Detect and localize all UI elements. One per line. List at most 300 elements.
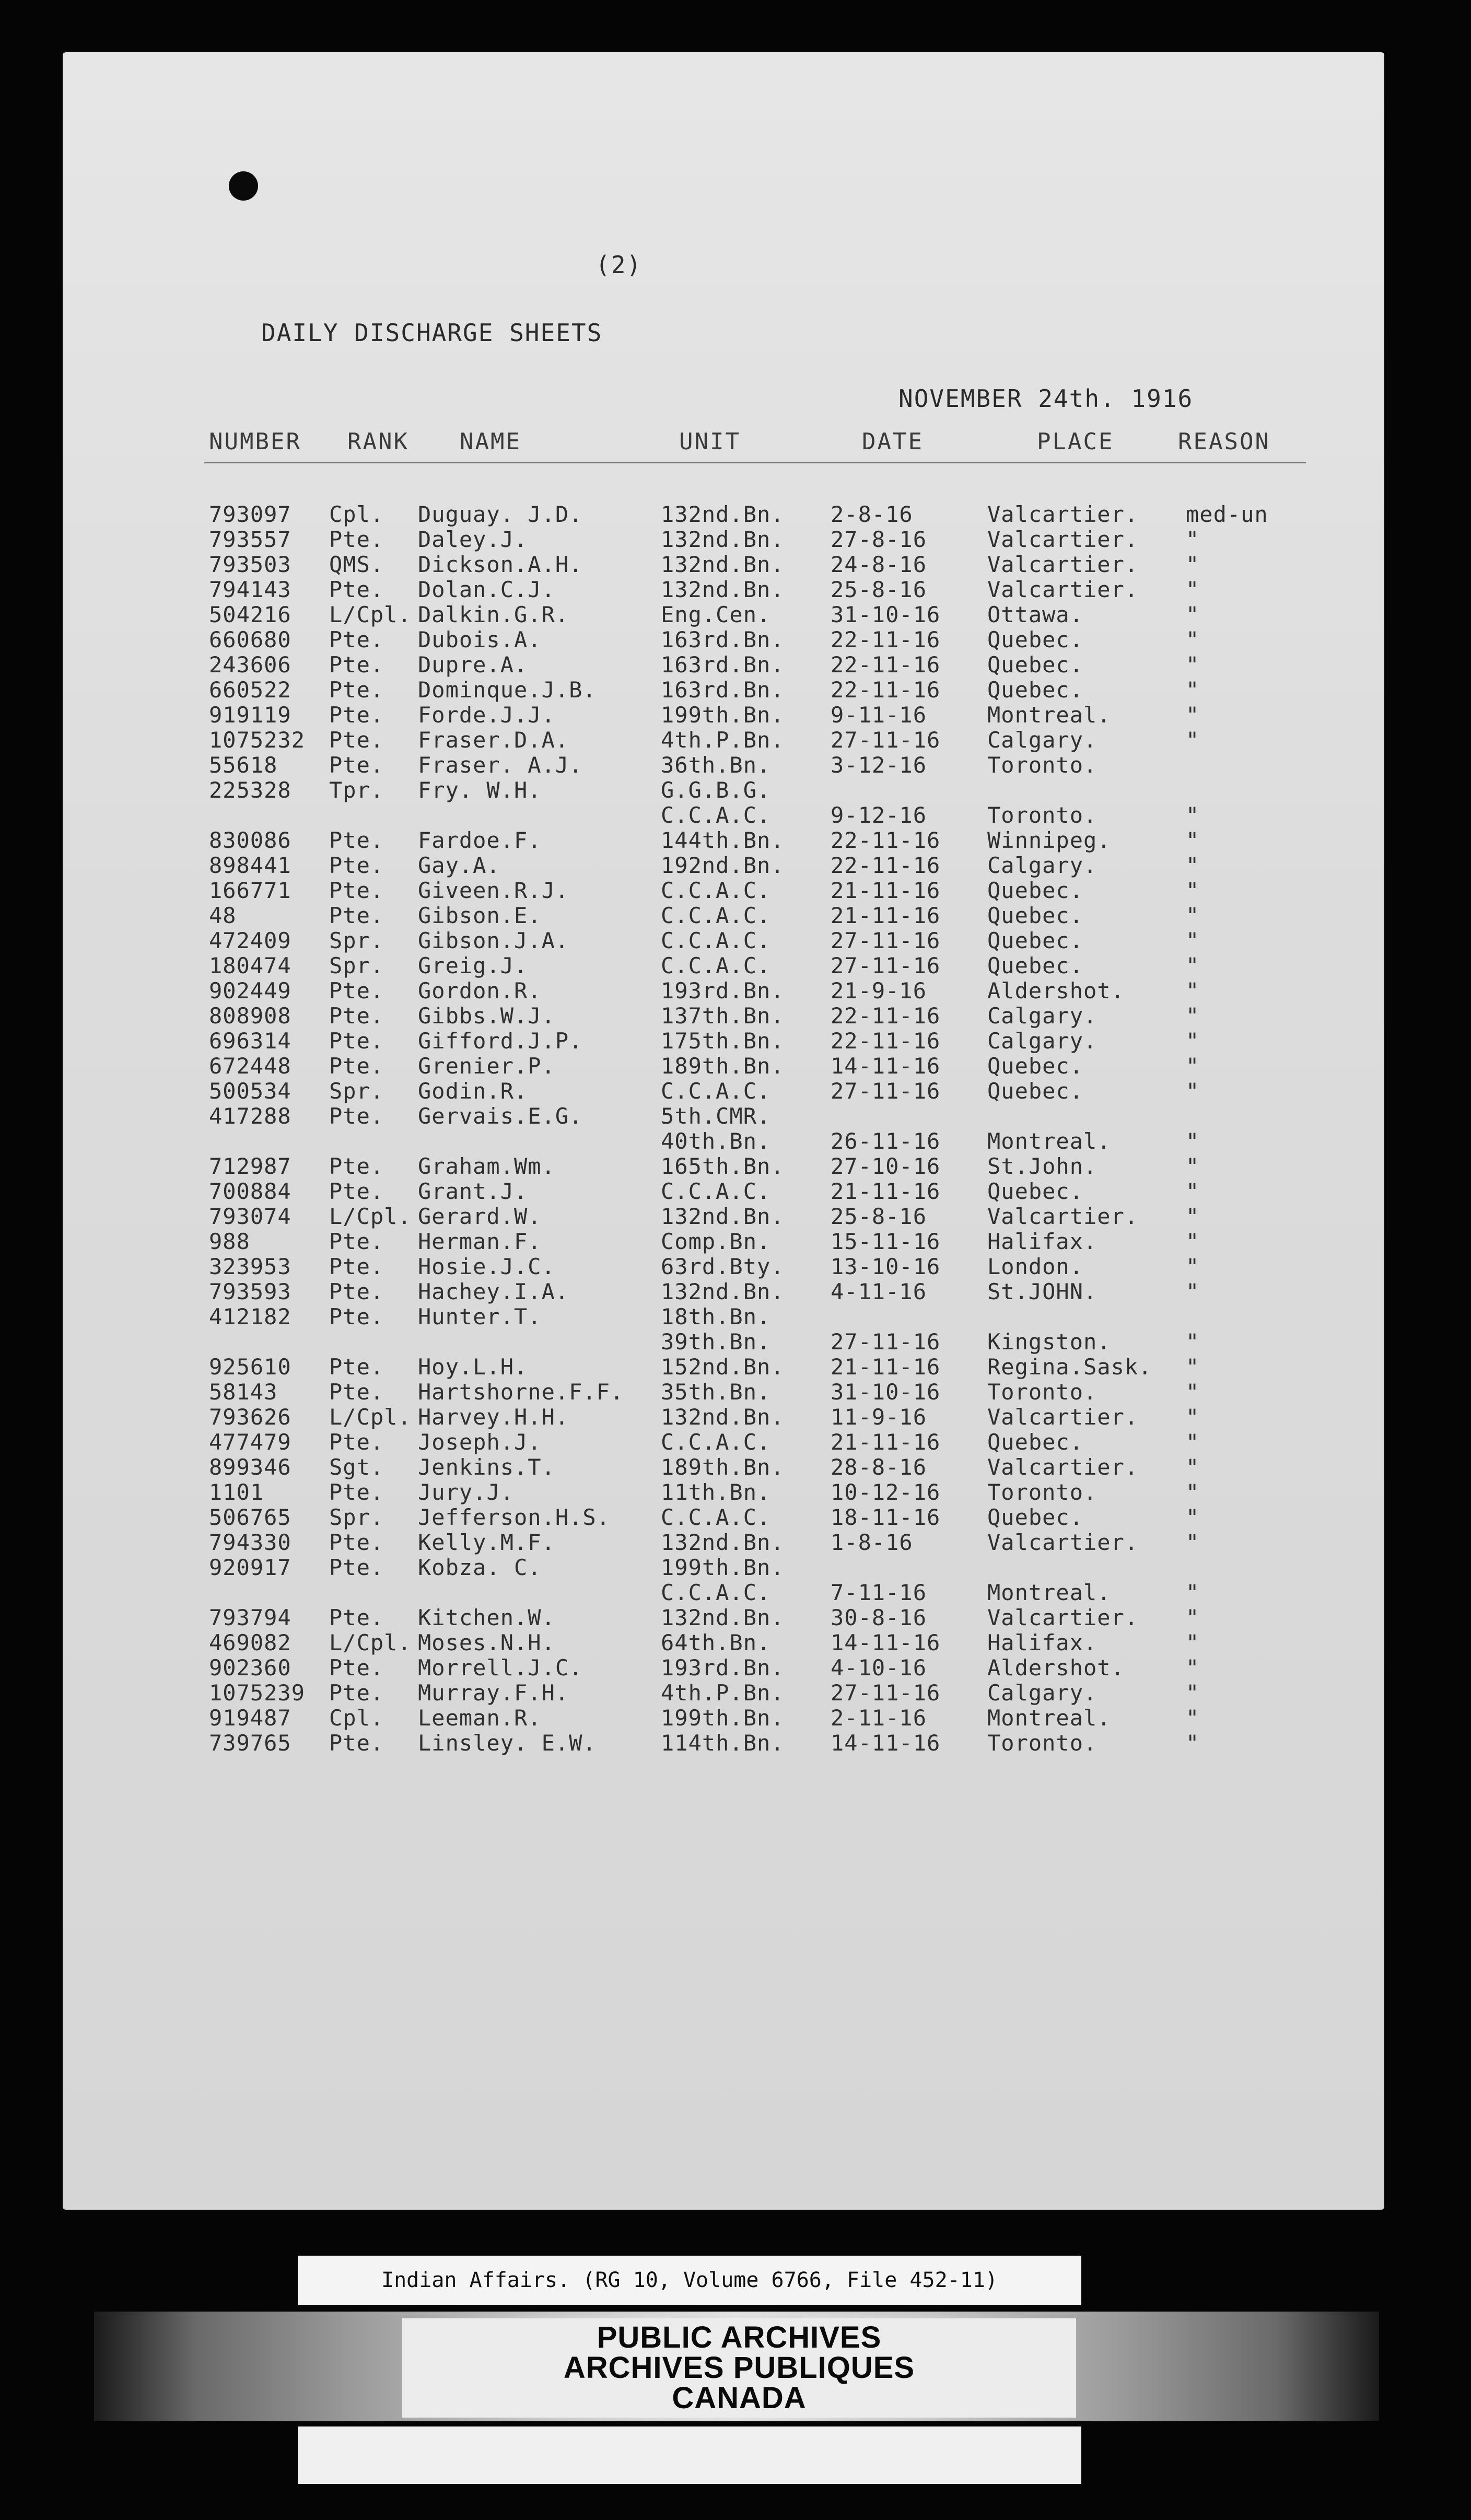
row-reason: " <box>1186 602 1200 627</box>
table-row <box>52 1530 1358 1556</box>
row-number: 808908 <box>209 1003 291 1029</box>
row-number: 660522 <box>209 677 291 703</box>
row-unit: 132nd.Bn. <box>661 1279 785 1304</box>
row-rank: L/Cpl. <box>329 602 412 627</box>
row-number: 472409 <box>209 928 291 953</box>
row-place: Montreal. <box>987 1580 1111 1605</box>
row-rank: Pte. <box>329 1254 384 1279</box>
row-number: 58143 <box>209 1379 278 1405</box>
row-place: Quebec. <box>987 953 1084 978</box>
row-date: 14-11-16 <box>831 1630 941 1655</box>
table-row <box>52 1730 1358 1756</box>
row-place: Winnipeg. <box>987 827 1111 853</box>
table-row <box>52 1479 1358 1506</box>
row-name: Greig.J. <box>418 953 528 978</box>
row-rank: QMS. <box>329 552 384 577</box>
row-unit: C.C.A.C. <box>661 1504 771 1530</box>
row-reason: " <box>1186 702 1200 728</box>
table-row <box>52 1705 1358 1731</box>
document-title: DAILY DISCHARGE SHEETS <box>261 319 603 347</box>
row-name: Harvey.H.H. <box>418 1404 569 1430</box>
row-unit: G.G.B.G. <box>661 777 771 803</box>
row-rank: Cpl. <box>329 1705 384 1731</box>
row-place: Valcartier. <box>987 1605 1139 1630</box>
row-number: 793074 <box>209 1204 291 1229</box>
row-unit: 165th.Bn. <box>661 1153 785 1179</box>
row-reason: " <box>1186 627 1200 652</box>
row-place: London. <box>987 1254 1084 1279</box>
row-place: Toronto. <box>987 1479 1098 1505</box>
column-header-rank: RANK <box>347 428 409 455</box>
row-number: 180474 <box>209 953 291 978</box>
row-reason: " <box>1186 1404 1200 1430</box>
row-number: 919487 <box>209 1705 291 1731</box>
row-reason: " <box>1186 1655 1200 1681</box>
column-header-reason: REASON <box>1178 428 1270 455</box>
row-rank: Spr. <box>329 1504 384 1530</box>
row-unit: C.C.A.C. <box>661 1429 771 1455</box>
row-date: 31-10-16 <box>831 1379 941 1405</box>
table-row <box>52 878 1358 904</box>
row-rank: Pte. <box>329 853 384 878</box>
row-date: 18-11-16 <box>831 1504 941 1530</box>
row-number: 48 <box>209 903 237 928</box>
table-row <box>52 1153 1358 1180</box>
table-row <box>52 802 1358 829</box>
table-row <box>52 1279 1358 1305</box>
row-date: 21-11-16 <box>831 903 941 928</box>
row-name: Kelly.M.F. <box>418 1530 555 1555</box>
table-row <box>52 1655 1358 1681</box>
row-unit: 4th.P.Bn. <box>661 1680 785 1706</box>
row-date: 27-11-16 <box>831 727 941 753</box>
table-row <box>52 827 1358 854</box>
table-row <box>52 1580 1358 1606</box>
row-reason: med-un <box>1186 501 1268 527</box>
row-number: 506765 <box>209 1504 291 1530</box>
row-name: Gibson.J.A. <box>418 928 569 953</box>
row-unit: Comp.Bn. <box>661 1229 771 1254</box>
row-reason: " <box>1186 1254 1200 1279</box>
row-reason: " <box>1186 1179 1200 1204</box>
row-name: Moses.N.H. <box>418 1630 555 1655</box>
table-row <box>52 1028 1358 1054</box>
row-rank: Pte. <box>329 1605 384 1630</box>
row-reason: " <box>1186 953 1200 978</box>
row-unit: 132nd.Bn. <box>661 552 785 577</box>
row-reason: " <box>1186 1504 1200 1530</box>
row-number: 988 <box>209 1229 250 1254</box>
row-reason: " <box>1186 1279 1200 1304</box>
row-place: Quebec. <box>987 1179 1084 1204</box>
row-reason: " <box>1186 978 1200 1004</box>
row-place: Valcartier. <box>987 1454 1139 1480</box>
row-unit: 11th.Bn. <box>661 1479 771 1505</box>
row-unit: C.C.A.C. <box>661 802 771 828</box>
row-number: 417288 <box>209 1103 291 1129</box>
row-unit: C.C.A.C. <box>661 878 771 903</box>
row-unit: 152nd.Bn. <box>661 1354 785 1380</box>
row-place: St.John. <box>987 1153 1098 1179</box>
row-date: 27-11-16 <box>831 1680 941 1706</box>
row-reason: " <box>1186 1605 1200 1630</box>
row-name: Graham.Wm. <box>418 1153 555 1179</box>
stamp-line-1: PUBLIC ARCHIVES <box>597 2320 882 2354</box>
row-rank: Pte. <box>329 1304 384 1329</box>
row-name: Gibson.E. <box>418 903 542 928</box>
row-reason: " <box>1186 903 1200 928</box>
row-rank: Pte. <box>329 903 384 928</box>
row-date: 22-11-16 <box>831 827 941 853</box>
row-reason: " <box>1186 527 1200 552</box>
row-rank: Pte. <box>329 1179 384 1204</box>
row-number: 739765 <box>209 1730 291 1756</box>
row-place: Montreal. <box>987 1705 1111 1731</box>
row-reason: " <box>1186 1730 1200 1756</box>
row-name: Kitchen.W. <box>418 1605 555 1630</box>
row-rank: Pte. <box>329 978 384 1004</box>
row-unit: 132nd.Bn. <box>661 577 785 602</box>
row-number: 696314 <box>209 1028 291 1054</box>
row-name: Grant.J. <box>418 1179 528 1204</box>
row-place: Quebec. <box>987 652 1084 678</box>
row-unit: 199th.Bn. <box>661 1555 785 1580</box>
table-row <box>52 953 1358 979</box>
row-place: Valcartier. <box>987 1404 1139 1430</box>
row-rank: Cpl. <box>329 501 384 527</box>
table-row <box>52 1429 1358 1455</box>
row-place: Valcartier. <box>987 552 1139 577</box>
row-rank: Tpr. <box>329 777 384 803</box>
row-name: Dominque.J.B. <box>418 677 597 703</box>
row-name: Giveen.R.J. <box>418 878 569 903</box>
row-reason: " <box>1186 1354 1200 1380</box>
row-unit: C.C.A.C. <box>661 953 771 978</box>
row-reason: " <box>1186 802 1200 828</box>
row-name: Gordon.R. <box>418 978 542 1004</box>
row-name: Fraser. A.J. <box>418 752 583 778</box>
row-name: Murray.F.H. <box>418 1680 569 1706</box>
row-date: 27-11-16 <box>831 953 941 978</box>
table-row <box>52 577 1358 603</box>
row-name: Dalkin.G.R. <box>418 602 569 627</box>
column-header-number: NUMBER <box>209 428 301 455</box>
row-rank: Pte. <box>329 1229 384 1254</box>
row-reason: " <box>1186 1680 1200 1706</box>
row-number: 225328 <box>209 777 291 803</box>
row-number: 793503 <box>209 552 291 577</box>
row-reason: " <box>1186 727 1200 753</box>
row-rank: Pte. <box>329 1003 384 1029</box>
row-date: 4-10-16 <box>831 1655 927 1681</box>
row-number: 700884 <box>209 1179 291 1204</box>
row-unit: 36th.Bn. <box>661 752 771 778</box>
table-row <box>52 1179 1358 1205</box>
row-name: Jenkins.T. <box>418 1454 555 1480</box>
row-name: Jury.J. <box>418 1479 515 1505</box>
row-unit: 132nd.Bn. <box>661 1530 785 1555</box>
row-reason: " <box>1186 1329 1200 1355</box>
row-date: 31-10-16 <box>831 602 941 627</box>
row-reason: " <box>1186 1128 1200 1154</box>
row-place: Kingston. <box>987 1329 1111 1355</box>
row-date: 21-9-16 <box>831 978 927 1004</box>
row-rank: L/Cpl. <box>329 1630 412 1655</box>
row-number: 712987 <box>209 1153 291 1179</box>
row-rank: Pte. <box>329 1429 384 1455</box>
row-unit: 40th.Bn. <box>661 1128 771 1154</box>
row-date: 21-11-16 <box>831 1179 941 1204</box>
row-rank: Pte. <box>329 1530 384 1555</box>
row-place: Toronto. <box>987 752 1098 778</box>
table-row <box>52 978 1358 1004</box>
row-date: 24-8-16 <box>831 552 927 577</box>
row-number: 793593 <box>209 1279 291 1304</box>
table-row <box>52 677 1358 703</box>
row-reason: " <box>1186 878 1200 903</box>
row-date: 1-8-16 <box>831 1530 913 1555</box>
row-place: Quebec. <box>987 928 1084 953</box>
table-row <box>52 1254 1358 1280</box>
row-name: Dupre.A. <box>418 652 528 678</box>
row-name: Gifford.J.P. <box>418 1028 583 1054</box>
row-place: Aldershot. <box>987 978 1125 1004</box>
row-unit: 144th.Bn. <box>661 827 785 853</box>
row-date: 7-11-16 <box>831 1580 927 1605</box>
row-place: Calgary. <box>987 1028 1098 1054</box>
row-date: 27-10-16 <box>831 1153 941 1179</box>
row-rank: Sgt. <box>329 1454 384 1480</box>
stamp-line-3: CANADA <box>672 2381 807 2415</box>
table-row <box>52 752 1358 778</box>
row-unit: 5th.CMR. <box>661 1103 771 1129</box>
row-date: 11-9-16 <box>831 1404 927 1430</box>
row-unit: 132nd.Bn. <box>661 1204 785 1229</box>
row-rank: Spr. <box>329 1078 384 1104</box>
row-reason: " <box>1186 1429 1200 1455</box>
row-place: Calgary. <box>987 1003 1098 1029</box>
row-date: 27-11-16 <box>831 1329 941 1355</box>
row-date: 15-11-16 <box>831 1229 941 1254</box>
row-rank: Pte. <box>329 1479 384 1505</box>
row-number: 660680 <box>209 627 291 652</box>
row-reason: " <box>1186 1630 1200 1655</box>
row-name: Daley.J. <box>418 527 528 552</box>
row-place: Regina.Sask. <box>987 1354 1152 1380</box>
table-row <box>52 1078 1358 1104</box>
row-unit: C.C.A.C. <box>661 1580 771 1605</box>
row-place: Valcartier. <box>987 527 1139 552</box>
table-row <box>52 1329 1358 1355</box>
row-reason: " <box>1186 677 1200 703</box>
row-name: Leeman.R. <box>418 1705 542 1731</box>
row-number: 672448 <box>209 1053 291 1079</box>
row-name: Gay.A. <box>418 853 500 878</box>
row-name: Joseph.J. <box>418 1429 542 1455</box>
row-name: Fraser.D.A. <box>418 727 569 753</box>
table-row <box>52 527 1358 553</box>
row-place: St.JOHN. <box>987 1279 1098 1304</box>
row-name: Hartshorne.F.F. <box>418 1379 624 1405</box>
row-name: Morrell.J.C. <box>418 1655 583 1681</box>
table-row <box>52 903 1358 929</box>
row-reason: " <box>1186 1705 1200 1731</box>
row-date: 22-11-16 <box>831 1003 941 1029</box>
table-row <box>52 1003 1358 1029</box>
row-reason: " <box>1186 1003 1200 1029</box>
row-unit: C.C.A.C. <box>661 1078 771 1104</box>
row-date: 14-11-16 <box>831 1730 941 1756</box>
row-number: 793557 <box>209 527 291 552</box>
row-place: Quebec. <box>987 1504 1084 1530</box>
row-date: 22-11-16 <box>831 677 941 703</box>
row-number: 412182 <box>209 1304 291 1329</box>
row-unit: 4th.P.Bn. <box>661 727 785 753</box>
archive-stamp <box>402 2318 1076 2418</box>
row-name: Gerard.W. <box>418 1204 542 1229</box>
row-date: 25-8-16 <box>831 577 927 602</box>
row-number: 477479 <box>209 1429 291 1455</box>
row-place: Quebec. <box>987 903 1084 928</box>
row-number: 902449 <box>209 978 291 1004</box>
row-name: Dolan.C.J. <box>418 577 555 602</box>
row-unit: 189th.Bn. <box>661 1053 785 1079</box>
row-name: Linsley. E.W. <box>418 1730 597 1756</box>
row-unit: 189th.Bn. <box>661 1454 785 1480</box>
row-rank: Pte. <box>329 1279 384 1304</box>
row-name: Fry. W.H. <box>418 777 542 803</box>
row-reason: " <box>1186 1078 1200 1104</box>
row-number: 793097 <box>209 501 291 527</box>
table-row <box>52 1680 1358 1706</box>
table-row <box>52 1379 1358 1405</box>
row-name: Fardoe.F. <box>418 827 542 853</box>
row-rank: Pte. <box>329 1730 384 1756</box>
table-row <box>52 627 1358 653</box>
row-number: 1101 <box>209 1479 264 1505</box>
row-place: Calgary. <box>987 727 1098 753</box>
row-reason: " <box>1186 552 1200 577</box>
row-reason: " <box>1186 1153 1200 1179</box>
row-rank: Pte. <box>329 1379 384 1405</box>
row-reason: " <box>1186 1204 1200 1229</box>
row-date: 22-11-16 <box>831 1028 941 1054</box>
table-row <box>52 1103 1358 1129</box>
row-reason: " <box>1186 1454 1200 1480</box>
row-name: Kobza. C. <box>418 1555 542 1580</box>
row-unit: 175th.Bn. <box>661 1028 785 1054</box>
table-row <box>52 1504 1358 1531</box>
row-unit: 193rd.Bn. <box>661 1655 785 1681</box>
row-date: 22-11-16 <box>831 627 941 652</box>
table-row <box>52 1204 1358 1230</box>
row-name: Hoy.L.H. <box>418 1354 528 1380</box>
table-row <box>52 1404 1358 1430</box>
row-unit: 64th.Bn. <box>661 1630 771 1655</box>
row-number: 323953 <box>209 1254 291 1279</box>
row-unit: 63rd.Bty. <box>661 1254 785 1279</box>
row-place: Toronto. <box>987 1379 1098 1405</box>
row-place: Ottawa. <box>987 602 1084 627</box>
row-unit: 199th.Bn. <box>661 1705 785 1731</box>
row-number: 794143 <box>209 577 291 602</box>
row-name: Duguay. J.D. <box>418 501 583 527</box>
row-number: 830086 <box>209 827 291 853</box>
column-header-unit: UNIT <box>679 428 741 455</box>
row-date: 27-11-16 <box>831 928 941 953</box>
row-name: Gervais.E.G. <box>418 1103 583 1129</box>
row-number: 919119 <box>209 702 291 728</box>
row-rank: Pte. <box>329 1680 384 1706</box>
row-place: Valcartier. <box>987 577 1139 602</box>
row-unit: 163rd.Bn. <box>661 652 785 678</box>
row-rank: Pte. <box>329 677 384 703</box>
row-date: 27-8-16 <box>831 527 927 552</box>
row-date: 10-12-16 <box>831 1479 941 1505</box>
row-date: 21-11-16 <box>831 878 941 903</box>
row-rank: Pte. <box>329 527 384 552</box>
table-row <box>52 652 1358 678</box>
row-unit: C.C.A.C. <box>661 1179 771 1204</box>
row-place: Valcartier. <box>987 1530 1139 1555</box>
row-date: 9-12-16 <box>831 802 927 828</box>
row-number: 166771 <box>209 878 291 903</box>
table-row <box>52 853 1358 879</box>
row-rank: Pte. <box>329 1655 384 1681</box>
row-unit: 132nd.Bn. <box>661 1605 785 1630</box>
row-unit: 137th.Bn. <box>661 1003 785 1029</box>
table-row <box>52 1630 1358 1656</box>
table-row <box>52 777 1358 803</box>
row-rank: Spr. <box>329 928 384 953</box>
row-unit: 163rd.Bn. <box>661 677 785 703</box>
column-header-name: NAME <box>460 428 521 455</box>
row-place: Valcartier. <box>987 1204 1139 1229</box>
row-rank: L/Cpl. <box>329 1204 412 1229</box>
row-name: Hachey.I.A. <box>418 1279 569 1304</box>
row-date: 21-11-16 <box>831 1354 941 1380</box>
footer-blank-strip <box>298 2426 1081 2484</box>
row-rank: Pte. <box>329 1028 384 1054</box>
row-number: 902360 <box>209 1655 291 1681</box>
row-name: Gibbs.W.J. <box>418 1003 555 1029</box>
column-header-place: PLACE <box>1037 428 1114 455</box>
row-rank: Pte. <box>329 702 384 728</box>
row-place: Valcartier. <box>987 501 1139 527</box>
row-date: 30-8-16 <box>831 1605 927 1630</box>
row-date: 14-11-16 <box>831 1053 941 1079</box>
row-name: Dickson.A.H. <box>418 552 583 577</box>
row-rank: Pte. <box>329 827 384 853</box>
row-place: Quebec. <box>987 627 1084 652</box>
row-unit: 193rd.Bn. <box>661 978 785 1004</box>
row-number: 920917 <box>209 1555 291 1580</box>
row-date: 22-11-16 <box>831 853 941 878</box>
row-number: 504216 <box>209 602 291 627</box>
row-place: Quebec. <box>987 1078 1084 1104</box>
row-date: 2-8-16 <box>831 501 913 527</box>
table-row <box>52 1128 1358 1154</box>
row-unit: 132nd.Bn. <box>661 527 785 552</box>
row-name: Godin.R. <box>418 1078 528 1104</box>
row-unit: 114th.Bn. <box>661 1730 785 1756</box>
row-rank: Pte. <box>329 752 384 778</box>
row-reason: " <box>1186 1028 1200 1054</box>
row-number: 500534 <box>209 1078 291 1104</box>
row-place: Quebec. <box>987 677 1084 703</box>
row-rank: Pte. <box>329 878 384 903</box>
row-number: 243606 <box>209 652 291 678</box>
